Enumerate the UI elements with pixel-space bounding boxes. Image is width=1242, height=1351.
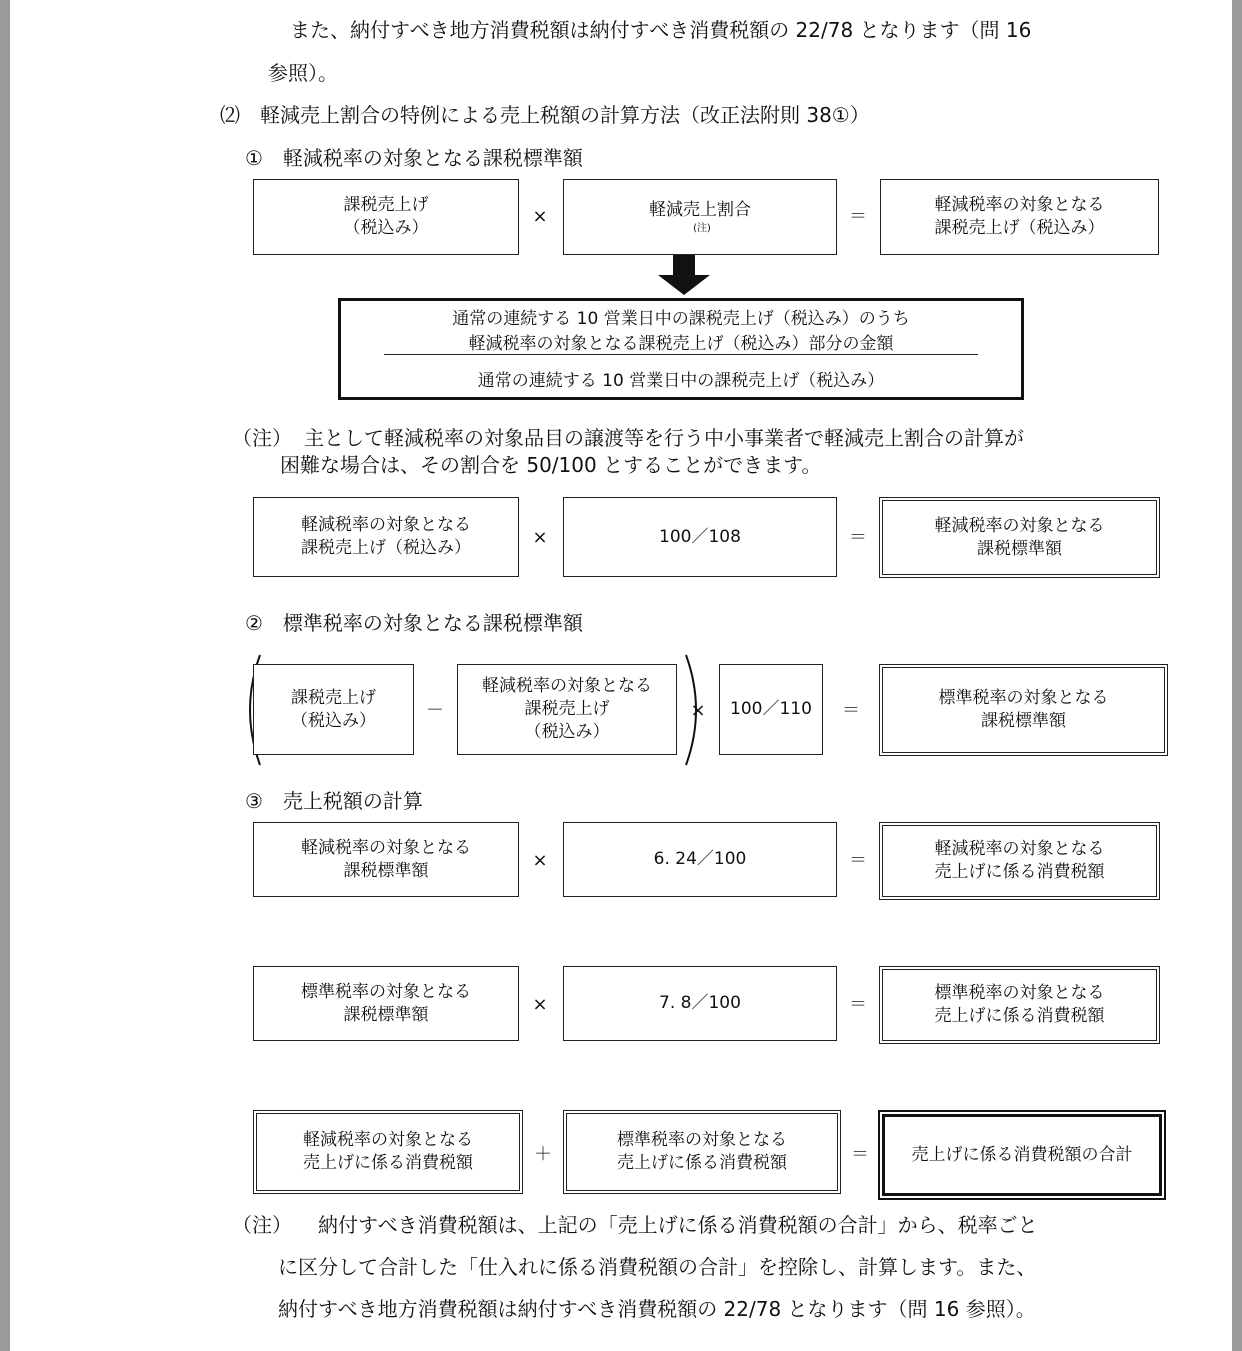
plus-operator: ＋ (534, 1144, 552, 1165)
multiply-operator: × (532, 850, 548, 871)
note-1-line-1: 主として軽減税率の対象品目の譲渡等を行う中小事業者で軽減売上割合の計算が (304, 426, 1024, 450)
box-text-line: 軽減税率の対象となる (301, 515, 471, 536)
box-reduced-rate-sales-tax (253, 1110, 523, 1194)
box-text-line: （税込み） (343, 218, 429, 238)
box-text-line: 売上げに係る消費税額 (303, 1153, 473, 1173)
box-text-line: 課税売上げ (291, 687, 376, 708)
fraction-numerator-line-2: 軽減税率の対象となる課税売上げ（税込み）部分の金額 (468, 334, 894, 354)
subheading-1: ① 軽減税率の対象となる課税標準額 (245, 146, 583, 170)
box-rate-6-24-100: 6. 24／100 (563, 822, 837, 897)
equals-operator: ＝ (849, 527, 867, 548)
equals-operator: ＝ (849, 994, 867, 1015)
fraction-denominator: 通常の連続する 10 営業日中の課税売上げ（税込み） (477, 371, 885, 391)
box-standard-rate-tax-base (253, 966, 519, 1041)
box-text-line: 売上げに係る消費税額 (934, 862, 1105, 882)
note-marker: (注) (693, 222, 711, 234)
box-reduced-rate-tax-base (879, 497, 1160, 578)
box-text-line: 課税標準額 (977, 538, 1062, 559)
subheading-2: ② 標準税率の対象となる課税標準額 (245, 611, 583, 635)
box-text-line: 軽減税率の対象となる (301, 837, 471, 858)
document-page (10, 0, 1232, 1351)
box-rate-7-8-100: 7. 8／100 (563, 966, 837, 1041)
box-text-line: （税込み） (524, 721, 610, 742)
box-text-line: 軽減税率の対象となる (934, 195, 1105, 216)
box-text-line: 課税標準額 (343, 1004, 429, 1025)
box-rate-100-110: 100／110 (719, 664, 823, 755)
box-text-line: （税込み） (291, 710, 376, 731)
box-taxable-sales (253, 179, 519, 255)
intro-line-1: また、納付すべき地方消費税額は納付すべき消費税額の 22/78 となります（問 16 (290, 18, 1032, 42)
box-standard-rate-sales-tax (879, 966, 1160, 1044)
note-1 (232, 425, 1024, 452)
note-2-lead: （注） (232, 1213, 292, 1237)
box-text-line: 課税売上げ (524, 699, 610, 720)
multiply-operator: × (532, 994, 548, 1015)
equals-operator: ＝ (842, 700, 860, 721)
box-text-line: 課税標準額 (343, 860, 429, 881)
box-text-line: 標準税率の対象となる (934, 983, 1105, 1004)
box-text-line: 標準税率の対象となる (301, 981, 471, 1002)
multiply-operator: × (532, 206, 548, 227)
box-text-line: 軽減売上割合 (649, 199, 751, 220)
note-2 (232, 1212, 1038, 1239)
down-arrow-icon (654, 255, 714, 297)
box-text-line: 軽減税率の対象となる (482, 676, 652, 697)
box-text-line: 課税標準額 (981, 711, 1066, 731)
box-reduced-rate-tax-base (253, 822, 519, 897)
fraction-bar (384, 354, 978, 355)
box-total-sales-tax: 売上げに係る消費税額の合計 (882, 1114, 1162, 1196)
box-reduced-sales-ratio (563, 179, 837, 255)
note-1-line-2: 困難な場合は、その割合を 50/100 とすることができます。 (280, 453, 822, 477)
box-taxable-sales (253, 664, 414, 755)
section-heading: ⑵ 軽減売上割合の特例による売上税額の計算方法（改正法附則 38①） (220, 103, 870, 127)
box-standard-rate-sales-tax (563, 1110, 841, 1194)
box-text-line: 標準税率の対象となる (938, 688, 1109, 709)
box-text-line: 軽減税率の対象となる (303, 1130, 473, 1151)
box-reduced-rate-taxable-sales (253, 497, 519, 577)
note-2-line-3: 納付すべき地方消費税額は納付すべき消費税額の 22/78 となります（問 16 参照）。 (278, 1297, 1036, 1321)
intro-line-2: 参照）。 (268, 61, 338, 85)
box-reduced-rate-taxable-sales (880, 179, 1159, 255)
box-reduced-rate-sales-tax (879, 822, 1160, 900)
fraction-numerator-line-1: 通常の連続する 10 営業日中の課税売上げ（税込み）のうち (452, 309, 910, 329)
box-text-line: 売上げに係る消費税額 (934, 1006, 1105, 1026)
box-reduced-rate-taxable-sales (457, 664, 677, 755)
note-2-line-2: に区分して合計した「仕入れに係る消費税額の合計」を控除し、計算します。また、 (278, 1255, 1037, 1279)
box-text-line: 軽減税率の対象となる (934, 839, 1105, 860)
box-text-line: 標準税率の対象となる (617, 1130, 787, 1151)
equals-operator: ＝ (849, 206, 867, 227)
note-2-line-1: 納付すべき消費税額は、上記の「売上げに係る消費税額の合計」から、税率ごと (318, 1213, 1038, 1237)
box-text-line: 課税売上げ (343, 195, 429, 216)
box-text-line: 課税売上げ（税込み） (301, 538, 471, 558)
box-text-line: 売上げに係る消費税額 (617, 1153, 787, 1173)
equals-operator: ＝ (849, 850, 867, 871)
box-text-line: 軽減税率の対象となる (934, 515, 1105, 536)
reduced-ratio-fraction-box (338, 298, 1024, 400)
multiply-operator: × (532, 527, 548, 548)
box-standard-rate-tax-base (879, 664, 1168, 756)
minus-operator: － (426, 700, 444, 721)
box-text-line: 課税売上げ（税込み） (934, 218, 1105, 238)
box-rate-100-108: 100／108 (563, 497, 837, 577)
equals-operator: ＝ (851, 1144, 869, 1165)
note-1-lead: （注） (232, 426, 292, 450)
subheading-3: ③ 売上税額の計算 (245, 789, 423, 813)
multiply-operator: × (690, 700, 706, 721)
